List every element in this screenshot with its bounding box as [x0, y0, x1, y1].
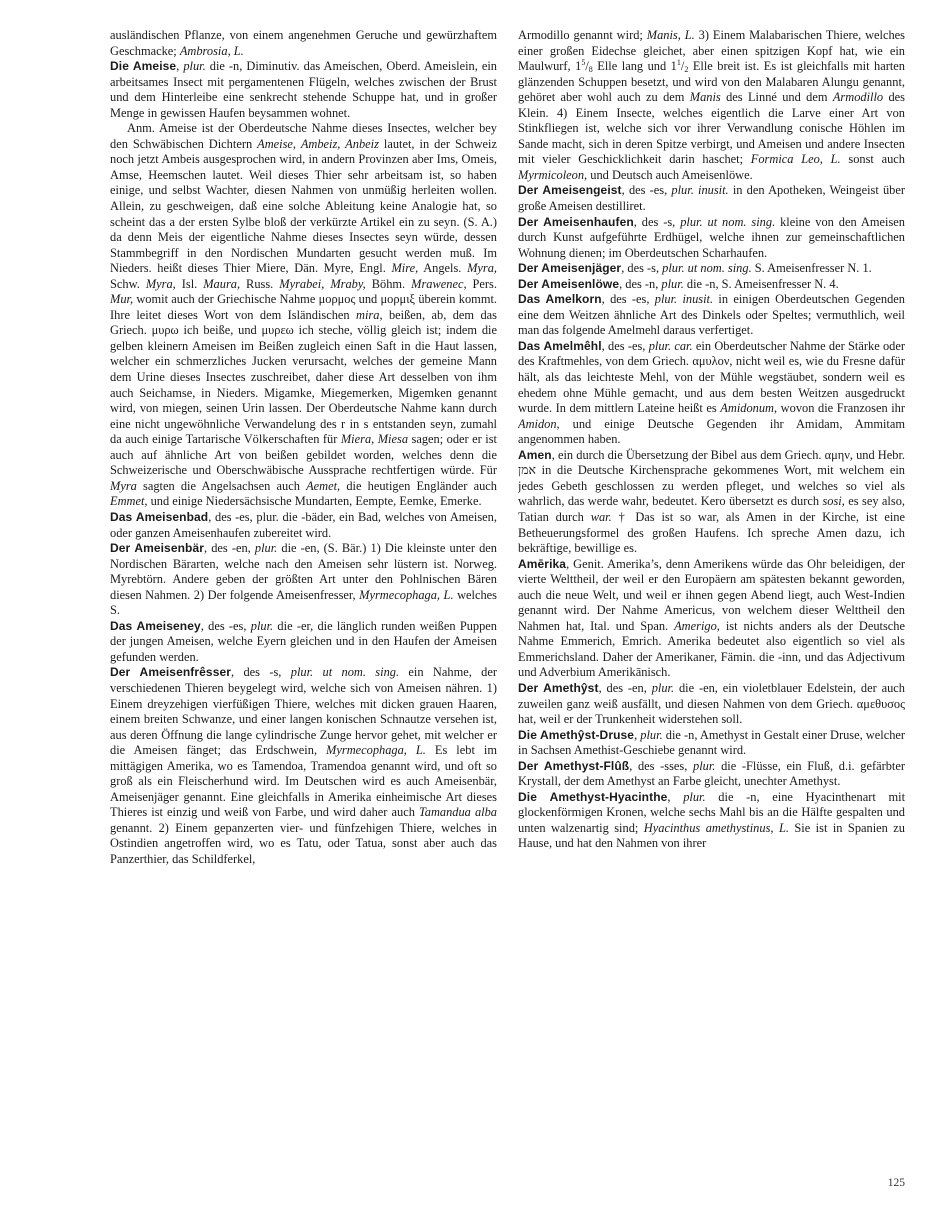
italic-text: Armodillo [832, 90, 884, 105]
page-number: 125 [887, 1177, 905, 1189]
dictionary-entry [518, 277, 905, 293]
fraction-numerator: 1 [676, 58, 681, 68]
dictionary-entry [518, 28, 905, 183]
entry-text: die -n, Diminutiv. das Ameischen, Oberd. Ameislein, ein arbeitsames Insect mit pergamentenen Flügeln, welches zwischen der Brust und dem Hinterleibe eine senkrecht stehende Schuppe hat, und in großer Menge in gewissen Haufen beysammen wohnet. [110, 59, 497, 120]
italic-text: mira, [356, 307, 383, 322]
entry-text: die heutigen Engländer auch [340, 478, 497, 493]
italic-text: Aemet, [306, 478, 341, 493]
italic-text: Ambrosia, L. [179, 43, 244, 58]
entry-text: Armodillo genannt wird; [518, 28, 647, 42]
italic-text: plur. [683, 789, 706, 804]
headword: Das Ameisenbad [110, 509, 209, 524]
italic-text: Manis [689, 90, 721, 105]
headword: Das Ameiseney [110, 618, 201, 633]
dictionary-entry [518, 728, 905, 759]
italic-text: plur. inusit. [671, 183, 729, 198]
italic-text: Mrawenec, [411, 276, 467, 291]
entry-text: , des -es, [601, 292, 655, 307]
headword: Das Amelmêhl [518, 338, 602, 353]
headword: Der Amethyst-Flûß [518, 758, 630, 773]
entry-text: , [176, 59, 184, 74]
entry-text: sonst auch [840, 152, 905, 167]
entry-text: welches S. [110, 587, 497, 618]
dictionary-entry [110, 28, 497, 59]
entry-text: , des -s, [231, 665, 291, 680]
headword: Der Ameisengeist [518, 183, 622, 198]
headword: Der Ameisenjäger [518, 261, 622, 276]
italic-text: plur. [651, 680, 675, 695]
fraction-denominator: 2 [684, 65, 689, 75]
italic-text: plur. inusit. [654, 292, 714, 307]
dictionary-entry [518, 790, 905, 852]
dictionary-entry [518, 557, 905, 681]
italic-text: plur. ut nom. sing. [290, 665, 400, 680]
headword: Der Ameisenbär [110, 541, 205, 556]
entry-text: die -en, ein violetblauer Edelstein, der auch zuweilen ganz weiß ausfällt, und diesen Nahmen von dem Griech. αμεθυσος hat, weil er der Trunkenheit widerstehen soll. [518, 680, 905, 727]
italic-text: sosi, [822, 494, 845, 509]
italic-text: Formica Leo, L. [750, 152, 841, 167]
italic-text: Maura, [203, 276, 241, 291]
italic-text: Myrabei, Mraby, [279, 276, 366, 291]
entry-text: die -n, eine Hyacinthenart mit glockenförmigen Kronen, welche sechs Mahl bis an die Hälfte gespalten und unten walzenartig sind; [518, 789, 905, 835]
italic-text: plur. ut nom. sing. [680, 214, 776, 229]
headword: Amērika [518, 556, 567, 571]
entry-text: genannt. 2) Einem gepanzerten vier- und fünfzehigen Thiere, welches in Ostindien angetroffen wird, wo es Tatu, oder Tatua, sonst aber auch das Panzerthier, das Schildferkel, [110, 820, 497, 866]
entry-text: lautet, in der Schweiz noch jetzt Ambeis ausgesprochen wird, in andern Provinzen aber Ims, Omeis, Amse, Heemschen lautet. Weil dieses Thier sehr arbeitsam ist, so haben einige, und selbst Wachter, diesen Nahmen von unmüßig herleiten wollen. Allein, zu geschweigen, daß eine solche Ableitung keine Analogie hat, so scheint das a der ersten Sylbe bloß der verkürzte Artikel ein zu seyn. (S. A.) da denn Meis der eigentliche Nahme dieses Insectes seyn würde, dessen Stammbegriff in den Nordischen Mundarten gesucht werden muß. Im Nieders. heißt dieses Thier Miere, Dän. Myre, Engl. [110, 136, 497, 276]
italic-text: war. [590, 509, 612, 524]
italic-text: plur. [661, 276, 684, 291]
italic-text: plur. [640, 727, 663, 742]
italic-text: plur. car. [648, 338, 693, 353]
entry-text: in einigen Oberdeutschen Gegenden eine dem Weitzen ähnliche Art des Dinkels oder Speltes; vermuthlich, weil man das folgende Amelmehl daraus verfertiget. [518, 292, 905, 338]
italic-text: Hyacinthus amethystinus, L. [643, 820, 789, 835]
entry-text: die -n, Amethyst in Gestalt einer Druse, welcher in Sachsen Amethist-Geschiebe genannt wird. [518, 727, 905, 758]
entry-text: ein Nahme, der verschiedenen Thieren beygelegt wird, welche sich von Ameisen nähren. 1) Einem dreyzehigen vierfüßigen Thiere, welches mit dicken grauen Haaren, einem breiten Schwanze, und einer langen konischen Schnautze versehen ist, aus deren Öffnung die lange cylindrische Zunge hervor gehet, mit welcher er die Ameisen fänget; das Erdschwein, [110, 665, 497, 758]
entry-text: und einige Deutsche Gegenden ihr Amidam, Ammitam angenommen haben. [518, 416, 905, 447]
italic-text: Myrmecophaga, L. [326, 743, 426, 758]
entry-text: Isl. [175, 276, 204, 291]
dictionary-entry [110, 121, 497, 510]
entry-text: , des -es, [601, 338, 649, 353]
italic-text: Amidon, [518, 416, 560, 431]
entry-text: des Klein. 4) Einem Insecte, welches eigentlich die Larve einer Art von Stinkfliegen ist, welche sich vor ihrer Verwandlung conische Höhlen im Sande macht, sich in deren Spitze verbirgt, und Ameisen und andere Insecten mit vieler Geschicklichkeit darin haschet; [518, 90, 905, 167]
headword: Das Amelkorn [518, 292, 602, 307]
entry-text: , [667, 789, 684, 804]
entry-text: sagten die Angelsachsen auch [136, 478, 307, 493]
italic-text: Myra [110, 478, 137, 493]
entry-text: in den Apotheken, Weingeist über große Ameisen destilliret. [518, 183, 905, 214]
dictionary-entry [518, 261, 905, 277]
entry-text: , des -en, [204, 541, 255, 556]
fraction-denominator: 8 [588, 65, 593, 75]
dictionary-entry [110, 59, 497, 121]
italic-text: Miera, Miesa [340, 432, 409, 447]
dictionary-entry [518, 448, 905, 557]
entry-text: Elle lang und 1 [592, 59, 677, 74]
entry-text: und Deutsch auch Ameisenlöwe. [587, 167, 753, 182]
entry-text: kleine von den Ameisen durch Kunst aufgeführte Erdhügel, welche ihnen zur gemeinschaftlichen Wohnung dienen; im Oberdeutschen Scharhaufen. [518, 214, 905, 260]
left-column [110, 28, 497, 1168]
italic-text: Myrmicoleon, [518, 167, 588, 182]
italic-text: Myra, [145, 276, 176, 291]
dictionary-entry [518, 215, 905, 262]
entry-text: wovon die Franzosen ihr [777, 401, 905, 416]
entry-text: , ein durch die Übersetzung der Bibel aus dem Griech. αμην, und Hebr. אמן in die Deutsche Kirchensprache gekommenes Wort, mit welchem ein jedes Gebeth geschlossen zu werden pfleget, und welches so viel als wahrlich, das werde wahr, bedeutet. Kero übersetzt es durch [518, 447, 905, 509]
dictionary-entry [110, 541, 497, 619]
entry-text: , Genit. Amerika’s, denn Amerikens würde das Ohr beleidigen, der vierte Welttheil, der weil er den Europäern am spätesten bekannt geworden, auch die neue Welt, und weil er ihnen gegen Abend liegt, auch West-Indien genannt wird. Der Nahme Americus, von welchem dieser Welttheil den Nahmen hat, Ital. und Span. [518, 556, 905, 633]
entry-text: beißen, ab, dem das Griech. μυρω ich beiße, und μυρεω ich steche, völlig gleich ist; indem die gelben kleinern Ameisen im Beißen zugleich einen Saft in die Haut lassen, welcher ein schmerzliches Jucken verursacht, welches der gemeine Mann dem Urine dieses Insectes zuschreibet, daher diese Art desselben von ihm auch Seichamse, in Nieders. Migamke, Miegemerken, Migemken genannt wird, von miegen, seinen Urin lassen. Der Oberdeutsche Nahme kann durch eine nicht ungewöhnliche Verwandelung des r in s entstanden seyn, zumahl da auch einige Tartarische Völkerschaften für [110, 307, 497, 447]
entry-text: 3) Einem Malabarischen Thiere, welches einer großen Eidechse gleichet, aber einen spitzigen Kopf hat, wie ein Maulwurf, 1 [518, 28, 905, 74]
entry-text: die -er, die länglich runden weißen Puppen der jungen Ameisen, welche Eyern gleichen und in den Haufen der Ameisen gefunden werden. [110, 618, 497, 664]
entry-text: , des -es, [200, 618, 251, 633]
headword: Amen [518, 447, 552, 462]
italic-text: plur. [254, 541, 278, 556]
entry-text: , des -sses, [629, 758, 694, 773]
headword: Der Amethŷst [518, 680, 599, 695]
entry-text: Es lebt im mittägigen Amerika, wo es Tamendoa, Tramendoa genannt wird, und oft so groß als ein Fleischerhund wird. Im Deutschen wird es auch Ameisenbär, Ameisenjäger genannt. Eine gleichfalls in Amerika einheimische Art dieses Thieres ist einzig und weiß von Farbe, und wird daher auch [110, 743, 497, 820]
headword: Die Amethyst-Hyacinthe [518, 789, 668, 804]
italic-text: Emmet, [110, 494, 148, 509]
entry-text: sagen; oder er ist auch auf ähnliche Art von beißen gebildet worden, welches denn die Schweizerische und Oberschwäbische Aussprache rechtfertigen würde. Für [110, 432, 497, 478]
entry-text: , [634, 727, 641, 742]
entry-text: Schw. [110, 276, 146, 291]
entry-text: es sey also, Tatian durch [518, 494, 905, 524]
dictionary-entry [518, 759, 905, 790]
entry-text: Böhm. [365, 276, 412, 291]
entry-text: die -n, S. Ameisenfresser N. 4. [683, 276, 839, 291]
entry-text: , des -es, [621, 183, 672, 198]
entry-text: , des -s, [633, 214, 681, 229]
entry-text: Russ. [240, 276, 280, 291]
entry-text: die -Flüsse, ein Fluß, d.i. gefärbter Krystall, der dem Amethyst an Farbe gleicht, unechter Amethyst. [518, 758, 905, 789]
entry-text: womit auch der Griechische Nahme μορμος und μορμιξ überein kommt. Ihre leitet dieses Wort von dem Isländischen [110, 292, 497, 322]
fraction-numerator: 5 [581, 58, 586, 68]
dictionary-entry [518, 183, 905, 214]
entry-text: , des -s, [621, 261, 663, 276]
italic-text: plur. [183, 59, 206, 74]
italic-text: Mur, [110, 292, 134, 307]
entry-text: , des -es, plur. die -bäder, ein Bad, welches von Ameisen, oder ganzen Ameisenhaufen zubereitet wird. [110, 509, 497, 540]
dictionary-entry [110, 619, 497, 666]
italic-text: Myrmecophaga, L. [359, 587, 454, 602]
entry-text: Angels. [418, 261, 468, 276]
headword: Der Ameisenhaufen [518, 214, 634, 229]
italic-text: Amerigo, [674, 618, 720, 633]
entry-text: S. Ameisenfresser N. 1. [751, 261, 872, 276]
italic-text: plur. ut nom. sing. [662, 261, 752, 276]
italic-text: Tamandua alba [419, 805, 497, 820]
entry-text: † Das ist so war, als Amen in der Kirche, ist eine Betheuerungsformel des großen Haufens. Ich spreche Amen dazu, ich bekräftige, bewillige es. [518, 509, 905, 556]
headword: Die Ameise [110, 59, 177, 74]
dictionary-entry [518, 339, 905, 448]
entry-text: ist nichts anders als der Deutsche Nahme Emmerich, Emrich. Amerika bedeutet also eigentlich so viel als Emmerichsland. Daher der Amerikaner, Fämin. die -inn, und das Adjectivum und Adverbium Amerikānisch. [518, 618, 905, 680]
dictionary-entry [110, 665, 497, 867]
italic-text: Myra, [467, 261, 497, 276]
entry-text: und einige Niedersächsische Mundarten, Eempte, Eemke, Emerke. [147, 494, 482, 509]
entry-text: , des -en, [598, 680, 652, 695]
headword: Die Amethŷst-Druse [518, 727, 635, 742]
italic-text: plur. [250, 618, 274, 633]
entry-text: Anm. Ameise ist der Oberdeutsche Nahme dieses Insectes, welcher bey den Schwäbischen Dichtern [110, 121, 497, 151]
entry-text: , des -n, [619, 276, 662, 291]
entry-text: die -en, (S. Bär.) 1) Die kleinste unter den Nordischen Bärarten, welche nach den Ameisen sehr lüstern ist. Norweg. Myrebtörn. Andere geben der größten Art unter den Pohlnischen Bären diesen Nahmen. 2) Der folgende Ameisenfresser, [110, 541, 497, 602]
entry-text: ein Oberdeutscher Nahme der Stärke oder des Kraftmehles, von dem Griech. αμυλον, nicht weil es, wie du Fresne dafür hält, als das leichteste Mehl, von der Mühle wegstäubet, sondern weil es ehedem ohne Mühle gemacht, und aus dem besten Weitzen ausgedruckt wurde. In dem mittlern Lateine heißt es [518, 338, 905, 416]
entry-text: / [585, 59, 589, 74]
headword: Der Ameisenlöwe [518, 276, 620, 291]
italic-text: Amidonum, [720, 401, 778, 416]
entry-text: ausländischen Pflanze, von einem angenehmen Geruche und gewürzhaftem Geschmacke; [110, 28, 497, 58]
entry-text: / [680, 59, 685, 74]
headword: Der Ameisenfrêsser [110, 665, 232, 680]
entry-text: Sie ist in Spanien zu Hause, und hat den Nahmen von ihrer [518, 820, 905, 851]
entry-text: Pers. [466, 276, 497, 291]
italic-text: Manis, L. [646, 28, 695, 42]
dictionary-entry [110, 510, 497, 541]
right-column [518, 28, 905, 1168]
italic-text: Mire, [391, 261, 419, 276]
dictionary-entry [518, 681, 905, 728]
entry-text: des Linné und dem [720, 90, 833, 105]
italic-text: plur. [693, 758, 716, 773]
dictionary-entry [518, 292, 905, 339]
entry-text: Elle breit ist. Es ist gleichfalls mit harten glänzenden Schuppen besetzt, und wird von den Malabaren Alungu genannt, gehöret aber wohl auch zu dem [518, 59, 905, 105]
italic-text: Ameise, Ambeiz, Anbeiz [257, 136, 379, 151]
